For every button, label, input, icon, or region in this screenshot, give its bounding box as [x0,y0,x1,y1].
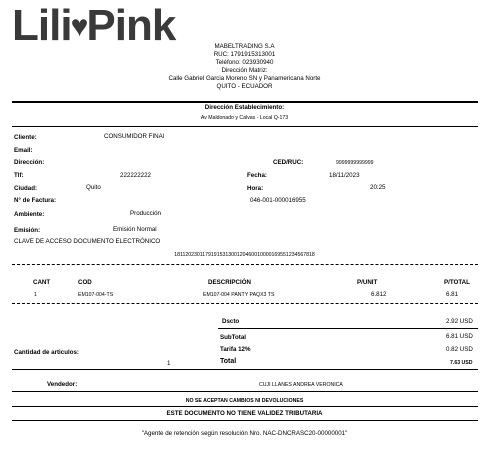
tlf-value: 222222222 [120,172,151,179]
company-address: Calle Gabriel Garcia Moreno SN y Panamericana Norte [168,75,321,82]
date-value: 18/11/2023 [329,172,360,179]
establishment-label: Dirección Establecimiento: [204,104,285,111]
client-label: Cliente: [14,134,37,141]
col-cant: CANT [33,279,51,286]
environment-value: Producción [130,210,161,217]
subtotal-label: SubTotal [220,334,247,341]
items-count-label: Cantidad de articulos: [14,349,79,356]
date-label: Fecha: [247,172,267,179]
total-value: 7.63 USD [450,360,473,366]
time-label: Hora: [247,185,264,192]
client-value: CONSUMIDOR FINAl [104,133,165,140]
tax-label: Tarifa 12% [220,346,251,353]
divider [12,126,478,127]
retention-agent-note: "Agente de retención según resolución Nro. NAC-DNCRASC20-00000001" [141,430,348,437]
row-unit: 6.812 [371,291,387,298]
logo-text-right: Pink [86,1,176,50]
seller-label: Vendedor: [47,381,78,388]
seller-name: CUJI LLANES ANDREA VERONICA [259,382,343,388]
environment-label: Ambiente: [14,211,45,218]
discount-label: Dscto [222,318,240,325]
city-label: Ciudad: [14,185,38,192]
col-desc: DESCRIPCIÓN [208,279,251,286]
company-city: QUITO - ECUADOR [216,83,273,90]
row-cod: EM107-004-TS [78,292,114,298]
emission-label: Emisión: [14,227,41,234]
divider [12,264,478,265]
invoice-label: N° de Factura: [14,197,57,204]
address-label: Dirección: [14,159,45,166]
row-desc: EM107-004 PANTY PAQX3 TS [203,292,275,298]
tax-value: 0.82 USD [446,346,473,353]
col-cod: COD [78,279,92,286]
logo-text-left: Lili [12,1,72,50]
access-key-label: CLAVE DE ACCESO DOCUMENTO ELECTRÓNICO [14,238,161,245]
matrix-label: Dirección Matriz: [221,67,268,74]
divider [12,391,478,392]
subtotal-value: 6.81 USD [446,333,473,340]
items-count-value: 1 [167,360,171,367]
row-total: 6.81 [446,291,459,298]
ced-label: CED/RUC: [273,159,304,166]
email-label: Email: [14,147,33,154]
establishment-address: Av Maldonado y Calvas - Local Q-173 [200,115,289,121]
access-key-value: 1811202301179191531300120460010000169551234567818 [174,252,315,258]
city-value: Quito [86,184,101,191]
divider [218,328,478,329]
divider [12,406,478,407]
divider [12,101,478,103]
returns-notice: NO SE ACEPTAN CAMBIOS NI DEVOLUCIONES [185,398,304,404]
total-label: Total [220,358,237,365]
discount-value: 2.92 USD [446,318,473,325]
invoice-value: 046-001-000016955 [250,197,306,204]
time-value: 20:25 [370,184,386,191]
row-cant: 1 [34,292,37,298]
tlf-label: Tlf: [14,172,24,179]
col-total: P/TOTAL [444,279,470,286]
col-unit: P/UNIT [357,279,378,286]
validity-notice: ESTE DOCUMENTO NO TIENE VALIDEZ TRIBUTARIA [166,410,323,417]
company-ruc: RUC: 1791915313001 [213,51,276,58]
company-phone: Teléfono: 023930940 [215,59,274,66]
divider [12,420,478,421]
divider [12,303,478,304]
ced-value: 9999999999999 [336,160,374,166]
heart-icon: ♥ [70,10,88,43]
emission-value: Emisión Normal [113,226,157,233]
company-name: MABELTRADING S.A [214,43,275,50]
divider [12,369,478,370]
